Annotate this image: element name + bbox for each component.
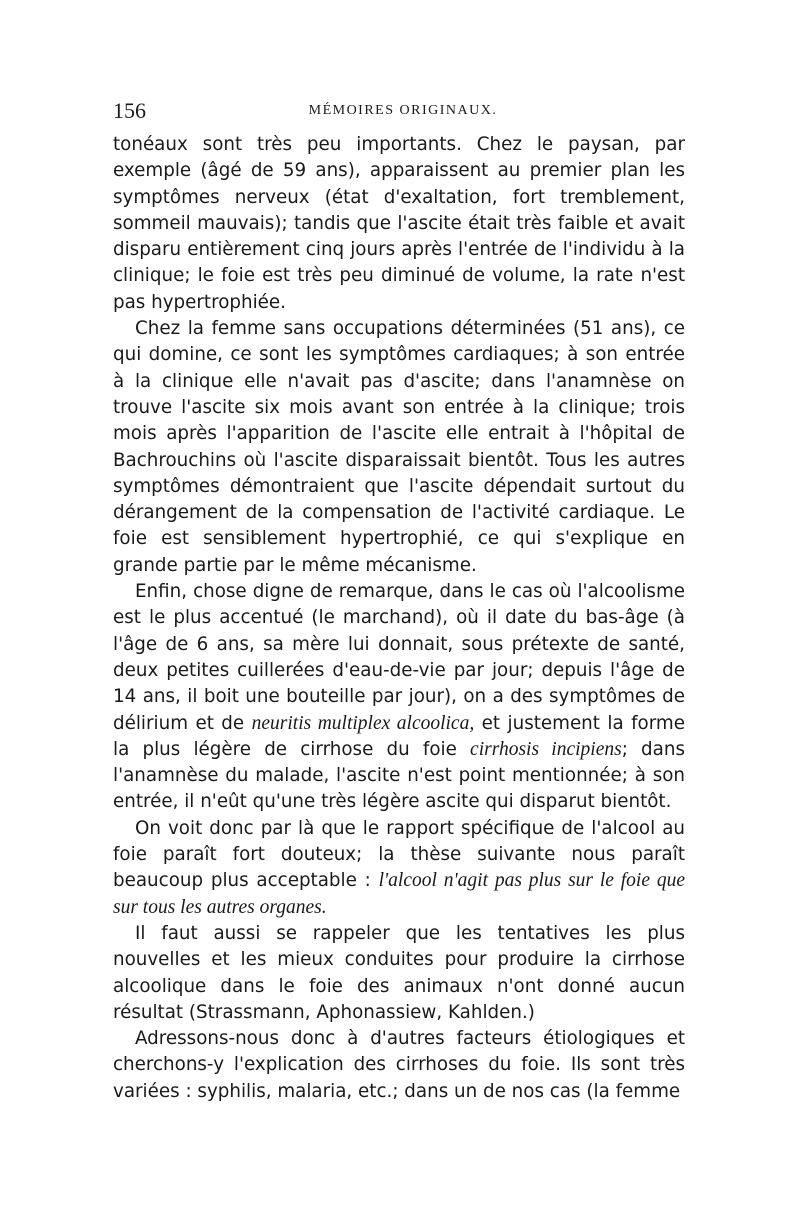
paragraph-text: ; dans l'anamnèse du malade, l'ascite n'est point mentionnée; à son entrée, il n'eût qu'une très légère ascite qui disparut bientôt.	[113, 738, 685, 813]
paragraph-thesis	[113, 816, 685, 921]
paragraph-text: et justement la forme la plus légère de cirrhose du foie	[113, 712, 685, 760]
italic-thesis: l'alcool n'agit pas plus sur le foie que sur tous les autres organes.	[113, 870, 685, 918]
body-text	[113, 132, 685, 1105]
page-number: 156	[113, 98, 146, 123]
page-header	[113, 98, 693, 128]
paragraph-text: Enfin, chose digne de remarque, dans le cas où l'alcoolisme est le plus accentué (le marchand), où il date du bas-âge (à l'âge de 6 ans, sa mère lui donnait, sous prétexte de santé, deux petites cuillerées d'eau-de-vie par jour; depuis l'âge de 14 ans, il boit une bouteille par jour), on a des symptômes de délirium et de	[113, 581, 685, 734]
italic-term: neuritis multiplex alcoolica,	[251, 712, 475, 734]
paragraph-other-factors: Adressons-nous donc à d'autres facteurs étiologiques et cherchons-y l'explication des cirrhoses du foie. Ils sont très variées : syphilis, malaria, etc.; dans un de nos cas (la femme	[113, 1028, 685, 1102]
italic-term: cirrhosis incipiens	[470, 738, 622, 760]
paragraph-continued: tonéaux sont très peu importants. Chez le paysan, par exemple (âgé de 59 ans), apparaissent au premier plan les symptômes nerveux (état d'exaltation, fort tremblement, sommeil mauvais); tandis que l'ascite était très faible et avait disparu entièrement cinq jours après l'entrée de l'individu à la clinique; le foie est très peu diminué de volume, la rate n'est pas hypertrophiée.	[113, 134, 685, 313]
paragraph-cardiac-case: Chez la femme sans occupations déterminées (51 ans), ce qui domine, ce sont les symptômes cardiaques; à son entrée à la clinique elle n'avait pas d'ascite; dans l'anamnèse on trouve l'ascite six mois avant son entrée à la clinique; trois mois après l'apparition de l'ascite elle entrait à l'hôpital de Bachrouchins où l'ascite disparaissait bientôt. Tous les autres symptômes démontraient que l'ascite dépendait surtout du dérangement de la compensation de l'activité cardiaque. Le foie est sensiblement hypertrophié, ce qui s'explique en grande partie par le même mécanisme.	[113, 318, 685, 576]
paragraph-text: On voit donc par là que le rapport spécifique de l'alcool au foie paraît fort douteux; la thèse suivante nous paraît beaucoup plus acceptable :	[113, 817, 685, 892]
paragraph-experiments: Il faut aussi se rappeler que les tentatives les plus nouvelles et les mieux conduites pour produire la cirrhose alcoolique dans le foie des animaux n'ont donné aucun résultat (Strassmann, Aphonassiew, Kahlden.)	[113, 922, 685, 1023]
running-title: MÉMOIRES ORIGINAUX.	[308, 103, 498, 118]
paragraph-alcoholism-case	[113, 579, 685, 816]
